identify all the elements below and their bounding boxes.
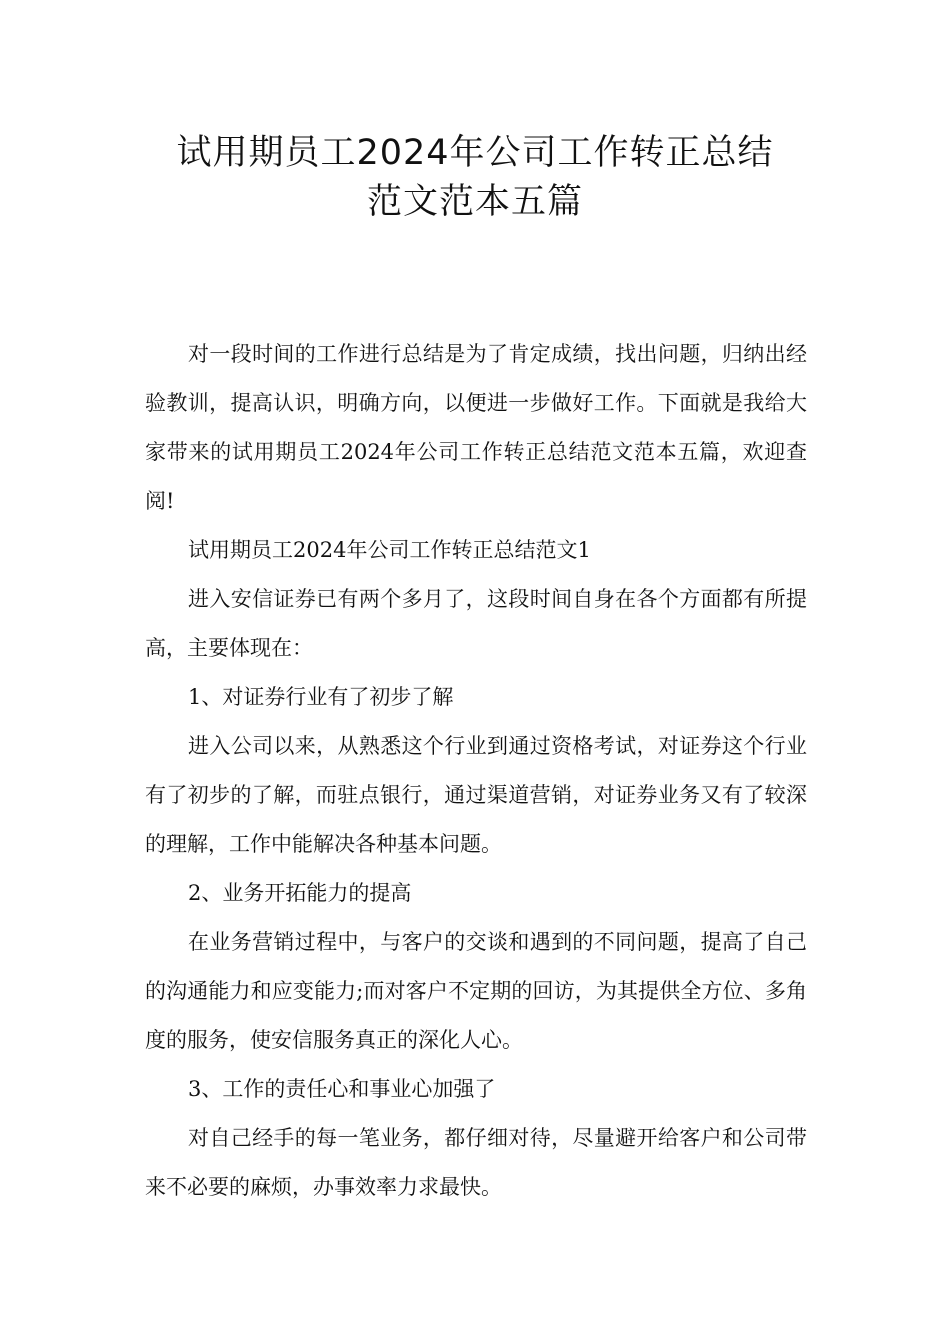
subheading: 1、对证券行业有了初步了解: [188, 685, 454, 709]
body-paragraph: 在业务营销过程中，与客户的交谈和遇到的不同问题，提高了自己的沟通能力和应变能力;而对客户不定期的回访，为其提供全方位、多角度的服务，使安信服务真正的深化人心。: [145, 930, 807, 1052]
intro-paragraph: 对一段时间的工作进行总结是为了肯定成绩，找出问题，归纳出经验教训，提高认识，明确方向，以便进一步做好工作。下面就是我给大家带来的试用期员工2024年公司工作转正总结范文范本五篇，欢迎查阅!: [145, 342, 807, 513]
document-title-line-1: 试用期员工2024年公司工作转正总结: [176, 133, 774, 173]
document-title-line-2: 范文范本五篇: [366, 182, 583, 222]
subheading: 2、业务开拓能力的提高: [188, 881, 412, 905]
subheading: 3、工作的责任心和事业心加强了: [188, 1077, 496, 1101]
body-paragraph: 进入公司以来，从熟悉这个行业到通过资格考试，对证券这个行业有了初步的了解，而驻点银行，通过渠道营销，对证券业务又有了较深的理解，工作中能解决各种基本问题。: [145, 734, 807, 856]
body-paragraph: 进入安信证券已有两个多月了，这段时间自身在各个方面都有所提高，主要体现在：: [145, 587, 807, 660]
body-paragraph: 对自己经手的每一笔业务，都仔细对待，尽量避开给客户和公司带来不必要的麻烦，办事效率力求最快。: [145, 1126, 807, 1199]
document-body: [145, 330, 807, 1212]
section-heading: 试用期员工2024年公司工作转正总结范文1: [188, 538, 591, 562]
